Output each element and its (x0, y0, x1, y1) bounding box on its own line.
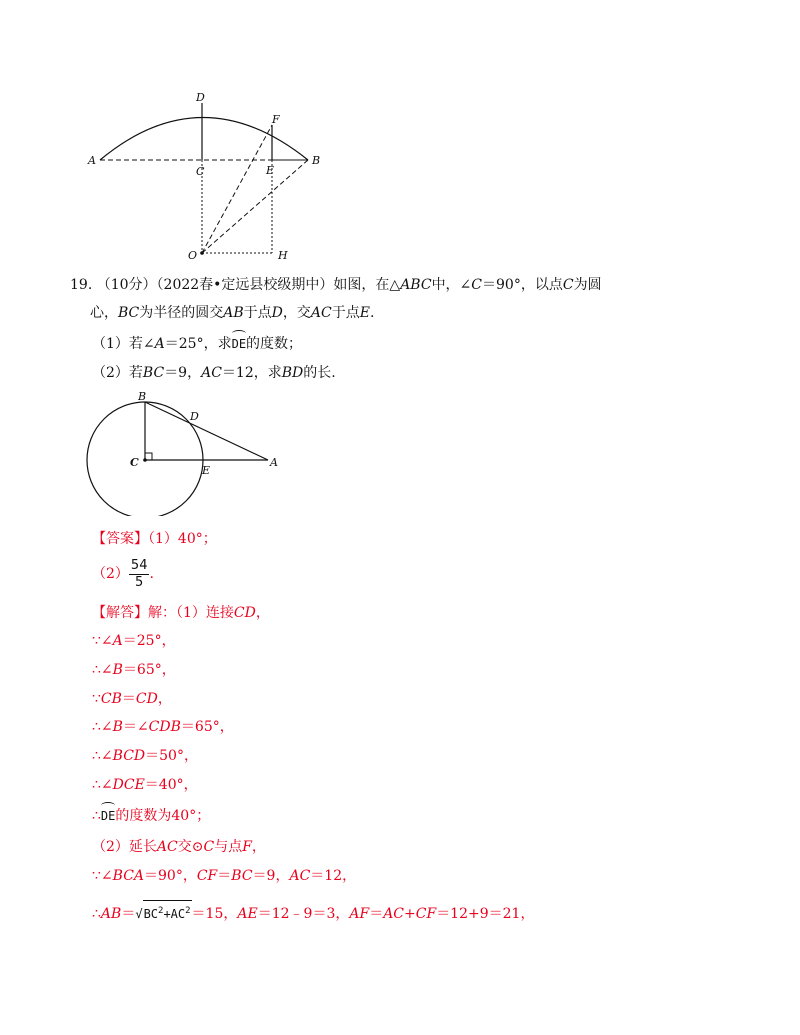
label-E: E (202, 464, 211, 477)
text: ＝50°， (145, 748, 198, 764)
text: 2 (185, 906, 191, 916)
text: ＝15， (191, 906, 238, 922)
text: （2）延长 (92, 839, 157, 855)
text: （1）40°； (148, 531, 217, 547)
text: ＝∠ (122, 719, 149, 735)
text: ＝12， (310, 868, 357, 884)
text: ，交 (282, 305, 311, 321)
fraction-numerator: 54 (130, 557, 148, 573)
text: ＝ (217, 868, 232, 884)
text: ∵∠ (92, 868, 113, 884)
text: ∴ (92, 906, 101, 922)
label-A: A (88, 154, 96, 167)
text: F (242, 839, 252, 855)
solution-line-8 (92, 837, 266, 857)
text: ∵ (92, 691, 101, 707)
problem-line-1 (70, 275, 602, 295)
solution-line-0 (92, 603, 270, 623)
text: A (154, 336, 165, 352)
label-A: A (270, 456, 278, 469)
text: ∴∠ (92, 662, 113, 678)
text: ， (255, 605, 270, 621)
text: 为半径的圆交 (139, 305, 224, 321)
label-H: H (278, 249, 288, 262)
text: 与点 (214, 839, 243, 855)
arc-DE: DE (101, 806, 115, 826)
label-O: O (188, 249, 198, 262)
text: ＝12+9＝21， (436, 906, 535, 922)
question-1 (92, 334, 302, 354)
sqrt-expression: $√BC^2+AC^2$ (135, 900, 191, 924)
label-F: F (272, 113, 280, 126)
text: AC (289, 868, 311, 884)
text: 2 (158, 906, 164, 916)
text: . (149, 566, 154, 582)
text: 的长. (303, 365, 336, 381)
label-C: C (130, 456, 139, 469)
text: ∴∠ (92, 748, 113, 764)
solution-label: 【解答】 (92, 605, 148, 621)
label-C: C (196, 165, 205, 178)
text: 交⊙ (177, 839, 204, 855)
label-B: B (138, 390, 147, 403)
text: AC (201, 365, 222, 381)
text: 于点 (331, 305, 360, 321)
label-D: D (190, 410, 199, 423)
text: CD (233, 605, 256, 621)
text: （2） (92, 566, 129, 582)
text: ， (251, 839, 266, 855)
text: BC (143, 907, 159, 921)
line-OF (202, 125, 275, 253)
figure-arc-diagram (80, 85, 340, 265)
text: + (404, 906, 416, 922)
question-2 (92, 363, 336, 383)
solution-line-4 (92, 717, 234, 737)
text: CDB (148, 719, 181, 735)
text: ∴∠ (92, 719, 113, 735)
text: ＝12，求 (221, 365, 282, 381)
solution-line-5 (92, 746, 198, 766)
line-OB (202, 160, 308, 253)
text: ＝ (369, 906, 384, 922)
text: ＝65°， (180, 719, 234, 735)
text: B (112, 719, 123, 735)
solution-line-3 (92, 689, 172, 709)
text: ＝12﹣9＝3， (257, 906, 350, 922)
solution-line-10 (92, 900, 534, 924)
text: C (203, 839, 215, 855)
text: （1）若∠ (92, 336, 155, 352)
text: CF (196, 868, 218, 884)
text: ＝ (121, 906, 136, 922)
figure-circle-triangle (80, 386, 290, 516)
text: BC (231, 868, 253, 884)
text: E (359, 305, 370, 321)
text: ＝90°，以点 (482, 277, 563, 293)
text: ＝90°， (144, 868, 197, 884)
text: AC (310, 305, 332, 321)
text: AB (223, 305, 244, 321)
text: CD (135, 691, 158, 707)
label-B: B (312, 154, 321, 167)
text: AF (349, 906, 370, 922)
text: ， (157, 691, 172, 707)
problem-line-2 (90, 303, 374, 323)
solution-line-2 (92, 660, 176, 680)
text: ∴ (92, 808, 101, 824)
text: D (271, 305, 283, 321)
text: AC (383, 906, 405, 922)
text: 的度数； (246, 336, 303, 352)
text: ＝65°， (122, 662, 176, 678)
text: 解：（1）连接 (148, 605, 234, 621)
fraction-answer (129, 558, 150, 591)
text: （2）若 (92, 365, 143, 381)
arc-DE: DE (232, 334, 246, 354)
text: 中，∠ (431, 277, 472, 293)
solution-line-7 (92, 806, 210, 826)
text: +AC (163, 907, 186, 921)
text: AC (156, 839, 178, 855)
text: 心， (90, 305, 118, 321)
text: . (369, 305, 375, 321)
text: C (562, 277, 574, 293)
text: CF (415, 906, 437, 922)
text: ＝9， (164, 365, 202, 381)
answer-label: 【答案】 (92, 531, 148, 547)
text: BC (142, 365, 165, 381)
text: BD (281, 365, 304, 381)
text: 于点 (243, 305, 272, 321)
text: ＝40°， (144, 777, 198, 793)
text: A (112, 633, 123, 649)
text: 的度数为40°； (115, 808, 211, 824)
text: （10分）（2022春•定远县校级期中）如图，在△ (96, 277, 401, 293)
text: ＝ (121, 691, 136, 707)
text: ＝9， (252, 868, 290, 884)
label-D: D (196, 91, 205, 104)
text: 为圆 (573, 277, 602, 293)
text: BCA (112, 868, 145, 884)
line-BA (145, 402, 268, 460)
solution-line-9 (92, 866, 356, 886)
text: ＝25°， (122, 633, 176, 649)
text: ABC (400, 277, 432, 293)
label-E: E (266, 164, 275, 177)
solution-line-1 (92, 631, 176, 651)
answer-line-2 (92, 556, 154, 592)
text: DCE (112, 777, 145, 793)
text: CB (100, 691, 122, 707)
text: AB (100, 906, 122, 922)
fraction-denominator: 5 (135, 574, 144, 590)
text: B (112, 662, 123, 678)
solution-line-6 (92, 775, 198, 795)
text: BCD (112, 748, 146, 764)
text: ∴∠ (92, 777, 113, 793)
text: ＝25°，求 (164, 336, 232, 352)
text: C (471, 277, 483, 293)
text: ∵∠ (92, 633, 113, 649)
problem-number: 19. (70, 277, 93, 293)
text: AE (237, 906, 258, 922)
text: BC (118, 305, 140, 321)
answer-line-1 (92, 529, 217, 549)
